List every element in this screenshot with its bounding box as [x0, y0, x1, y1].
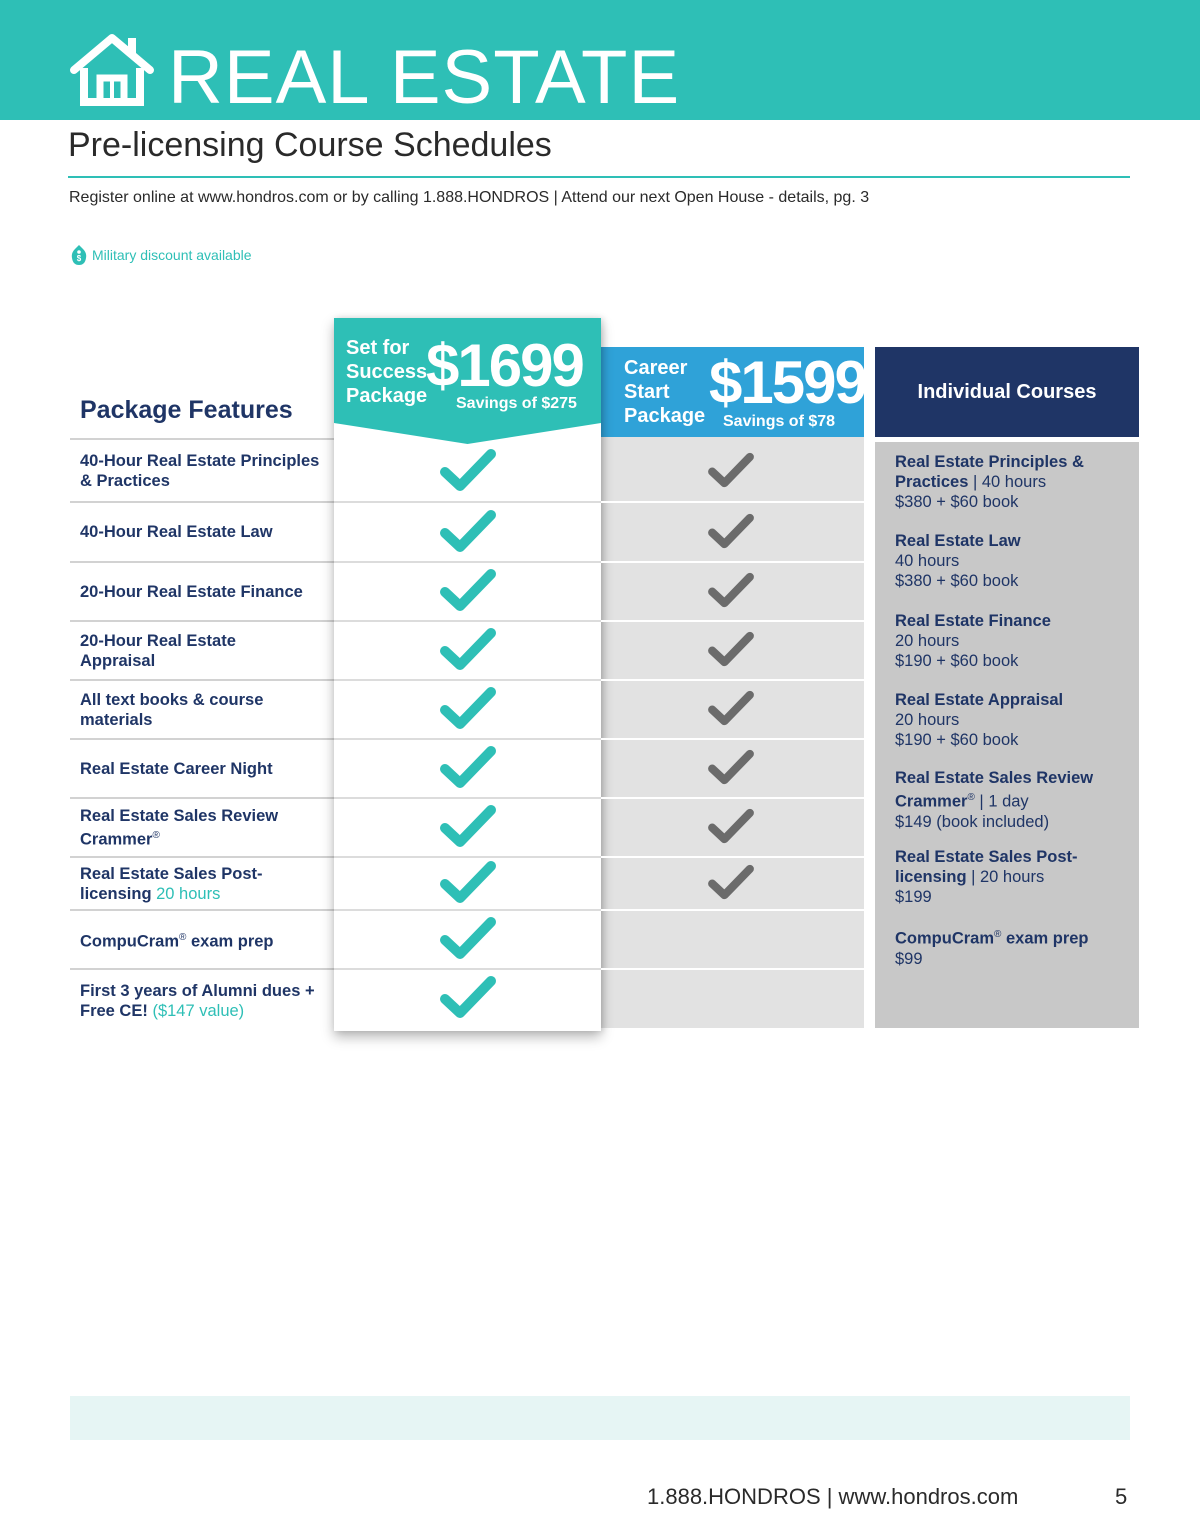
package-name	[346, 336, 427, 408]
package-savings: Savings of $78	[723, 413, 836, 430]
course-price: $190 + $60 book	[895, 652, 1019, 670]
row-line	[601, 501, 864, 503]
check-icon	[440, 448, 496, 492]
feature-label	[80, 981, 320, 1021]
course-detail: 20 hours	[895, 711, 960, 729]
row-line	[601, 797, 864, 799]
package-name-line: Success	[346, 361, 428, 383]
footer-band	[70, 1396, 1130, 1440]
page-subtitle: Pre-licensing Course Schedules	[68, 126, 552, 164]
course-detail: 40 hours	[981, 473, 1047, 491]
feature-label: 20-Hour Real Estate Finance	[80, 582, 303, 601]
package-name-line: Package	[346, 385, 428, 407]
feature-label: 20-Hour Real Estate Appraisal	[80, 631, 236, 670]
course-item: Real Estate Sales Review Crammer® | 1 day $149 (book included)	[895, 769, 1094, 831]
course-detail: 20 hours	[895, 632, 960, 650]
row-line	[334, 561, 601, 563]
row-line	[334, 620, 601, 622]
divider	[68, 176, 1130, 178]
row-line	[334, 738, 601, 740]
feature-row	[70, 501, 334, 561]
feature-row	[70, 797, 334, 856]
career-start-header	[601, 347, 864, 437]
individual-courses-header	[875, 347, 1139, 437]
feature-label	[80, 806, 300, 850]
house-icon	[68, 30, 156, 108]
check-icon	[708, 808, 754, 844]
success-package-header	[334, 318, 601, 446]
course-price: $380 + $60 book	[895, 493, 1019, 511]
package-savings: Savings of $275	[456, 395, 577, 412]
check-icon	[708, 864, 754, 900]
feature-label: Real Estate Career Night	[80, 759, 273, 778]
package-name-line: Set for	[346, 337, 410, 359]
registered-mark: ®	[179, 931, 187, 943]
feature-text-after: exam prep	[186, 932, 274, 951]
check-icon	[440, 975, 496, 1019]
package-name	[624, 356, 705, 428]
package-price: $1699	[426, 332, 583, 399]
course-item	[895, 531, 1021, 591]
row-line	[334, 679, 601, 681]
check-icon	[440, 627, 496, 671]
check-icon	[440, 916, 496, 960]
course-item: Real Estate Sales Post-licensing | 20 hours $199	[895, 848, 1078, 906]
feature-label: All text books & course materials	[80, 690, 264, 729]
check-icon	[708, 749, 754, 785]
svg-text:$: $	[76, 254, 82, 263]
course-price: $199	[895, 888, 932, 906]
feature-text: First 3 years of Alumni dues + Free CE!	[80, 981, 315, 1020]
feature-label	[80, 864, 280, 904]
row-line	[334, 968, 601, 970]
course-name: Real Estate Appraisal	[895, 691, 1064, 709]
package-features-title: Package Features	[80, 396, 293, 424]
row-line	[334, 909, 601, 911]
check-icon	[440, 686, 496, 730]
course-detail: 40 hours	[895, 552, 960, 570]
feature-row	[70, 856, 334, 909]
military-note-text: Military discount available	[92, 247, 252, 263]
course-item	[895, 690, 1063, 750]
military-tag-icon	[70, 244, 88, 266]
feature-label: 40-Hour Real Estate Principles & Practices	[80, 451, 320, 490]
check-icon	[708, 452, 754, 488]
feature-row	[70, 561, 334, 620]
register-line: Register online at www.hondros.com or by calling 1.888.HONDROS | Attend our next Open House - details, pg. 3	[69, 189, 870, 206]
course-name-after: exam prep	[1001, 929, 1089, 948]
check-icon	[440, 509, 496, 553]
course-price: $380 + $60 book	[895, 572, 1019, 590]
row-line	[601, 738, 864, 740]
check-icon	[440, 568, 496, 612]
footer-contact: 1.888.HONDROS | www.hondros.com	[647, 1484, 1019, 1509]
row-line	[601, 856, 864, 858]
feature-hours: 20 hours	[156, 884, 221, 903]
check-icon	[440, 860, 496, 904]
course-name: CompuCram	[895, 929, 995, 948]
feature-row	[70, 438, 334, 501]
course-name: Real Estate Law	[895, 532, 1021, 550]
row-line	[334, 501, 601, 503]
course-price: $99	[895, 949, 923, 968]
package-name-line: Career	[624, 357, 688, 379]
page-title: REAL ESTATE	[168, 35, 681, 120]
course-detail: 20 hours	[980, 868, 1045, 886]
individual-courses-title: Individual Courses	[917, 380, 1097, 403]
feature-row	[70, 738, 334, 797]
package-name-line: Package	[624, 405, 706, 427]
row-line	[334, 856, 601, 858]
course-name: Real Estate Finance	[895, 612, 1051, 630]
check-icon	[708, 572, 754, 608]
course-price: $149 (book included)	[895, 812, 1050, 831]
check-icon	[440, 804, 496, 848]
check-icon	[708, 690, 754, 726]
feature-label: 40-Hour Real Estate Law	[80, 523, 273, 541]
check-icon	[440, 745, 496, 789]
course-item	[895, 611, 1051, 671]
feature-label	[80, 928, 274, 952]
feature-row	[70, 968, 334, 1031]
row-line	[601, 968, 864, 970]
feature-text: Real Estate Sales Review Crammer	[80, 806, 279, 849]
registered-mark: ®	[994, 929, 1002, 940]
feature-row	[70, 679, 334, 738]
header-banner	[0, 0, 1200, 120]
feature-row	[70, 909, 334, 968]
check-icon	[708, 513, 754, 549]
package-name-line: Start	[624, 381, 670, 403]
course-item	[895, 925, 1089, 969]
military-note	[70, 244, 252, 266]
registered-mark: ®	[967, 792, 975, 803]
course-name: Real Estate Sales Review Crammer	[895, 769, 1094, 811]
row-line	[601, 679, 864, 681]
feature-text: CompuCram	[80, 932, 180, 951]
feature-row	[70, 620, 334, 679]
feature-text: Real Estate Sales Post-licensing	[80, 864, 263, 903]
package-price: $1599	[709, 349, 866, 416]
course-name: Real Estate Sales Post-licensing	[895, 848, 1078, 886]
course-name: Real Estate Principles & Practices	[895, 453, 1084, 491]
check-icon	[708, 631, 754, 667]
page-number: 5	[1115, 1484, 1128, 1509]
course-detail: 1 day	[988, 792, 1029, 811]
row-line	[601, 561, 864, 563]
row-line	[601, 909, 864, 911]
course-item: Real Estate Principles & Practices | 40 hours $380 + $60 book	[895, 453, 1084, 511]
registered-mark: ®	[152, 829, 160, 841]
feature-value: ($147 value)	[152, 1001, 245, 1020]
row-line	[334, 797, 601, 799]
row-line	[601, 620, 864, 622]
course-price: $190 + $60 book	[895, 731, 1019, 749]
